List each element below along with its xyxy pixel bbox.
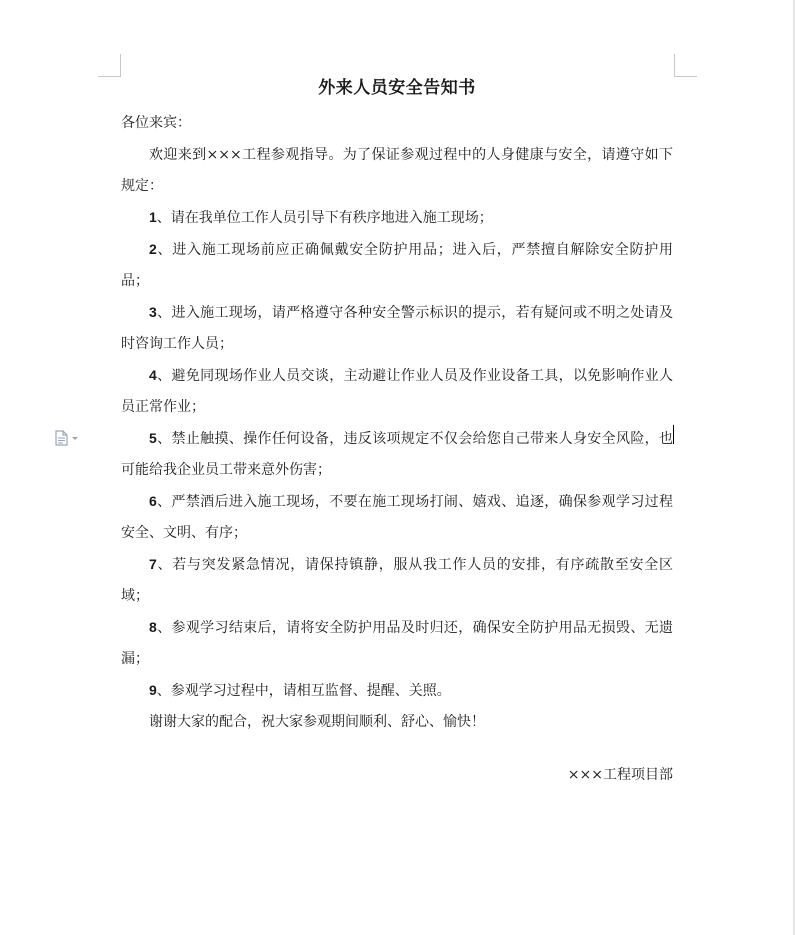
- document-paragraphs: [121, 140, 673, 738]
- closing-paragraph: 谢谢大家的配合，祝大家参观期间顺利、舒心、愉快！: [149, 714, 485, 730]
- rule-number: 3: [149, 304, 157, 320]
- document-icon[interactable]: [54, 430, 80, 446]
- rule-number: 8: [149, 619, 157, 635]
- margin-corner-top-left: [98, 54, 121, 77]
- document-title: 外来人员安全告知书: [318, 78, 476, 98]
- rule-number: 5: [149, 430, 157, 446]
- signature-line: ×××工程项目部: [567, 767, 673, 783]
- rule-number: 7: [149, 556, 157, 572]
- rule-number: 9: [149, 682, 157, 698]
- rule-text: 、请在我单位工作人员引导下有秩序地进入施工现场；: [156, 210, 493, 226]
- rule-text: 、禁止触摸、操作任何设备，违反该项规定不仅会给您自己带来人身安全风险，也可能给我企业员工带来意外伤害；: [121, 431, 673, 478]
- rule-paragraph-7: [121, 549, 673, 612]
- rule-paragraph-6: [121, 486, 673, 549]
- rule-text: 、严禁酒后进入施工现场，不要在施工现场打闹、嬉戏、追逐，确保参观学习过程安全、文明、有序；: [121, 494, 673, 541]
- rule-text: 、进入施工现场前应正确佩戴安全防护用品；进入后，严禁擅自解除安全防护用品；: [121, 242, 673, 289]
- rule-text: 、参观学习结束后，请将安全防护用品及时归还，确保安全防护用品无损毁、无遗漏；: [121, 620, 673, 667]
- rule-paragraph-9: [121, 675, 673, 707]
- rule-number: 4: [149, 367, 157, 383]
- rule-number: 2: [149, 241, 157, 257]
- greeting-line: 各位来宾：: [121, 115, 191, 131]
- rule-paragraph-8: [121, 612, 673, 675]
- rule-paragraph-2: [121, 234, 673, 297]
- rule-paragraph-3: [121, 297, 673, 360]
- text-cursor: [673, 425, 674, 444]
- rule-text: 、参观学习过程中，请相互监督、提醒、关照。: [156, 683, 451, 699]
- rule-number: 1: [149, 209, 157, 225]
- rule-text: 、进入施工现场，请严格遵守各种安全警示标识的提示，若有疑问或不明之处请及时咨询工作人员；: [121, 305, 673, 352]
- rule-paragraph-4: [121, 360, 673, 423]
- rule-paragraph-1: [121, 202, 673, 234]
- rule-text: 、避免同现场作业人员交谈，主动避让作业人员及作业设备工具，以免影响作业人员正常作业；: [121, 368, 673, 415]
- intro-paragraph: 欢迎来到×××工程参观指导。为了保证参观过程中的人身健康与安全，请遵守如下规定：: [121, 147, 673, 194]
- margin-corner-top-right: [674, 54, 697, 77]
- rule-paragraph-5: [121, 423, 673, 486]
- rule-number: 6: [149, 493, 157, 509]
- rule-text: 、若与突发紧急情况，请保持镇静，服从我工作人员的安排，有序疏散至安全区域；: [121, 557, 673, 604]
